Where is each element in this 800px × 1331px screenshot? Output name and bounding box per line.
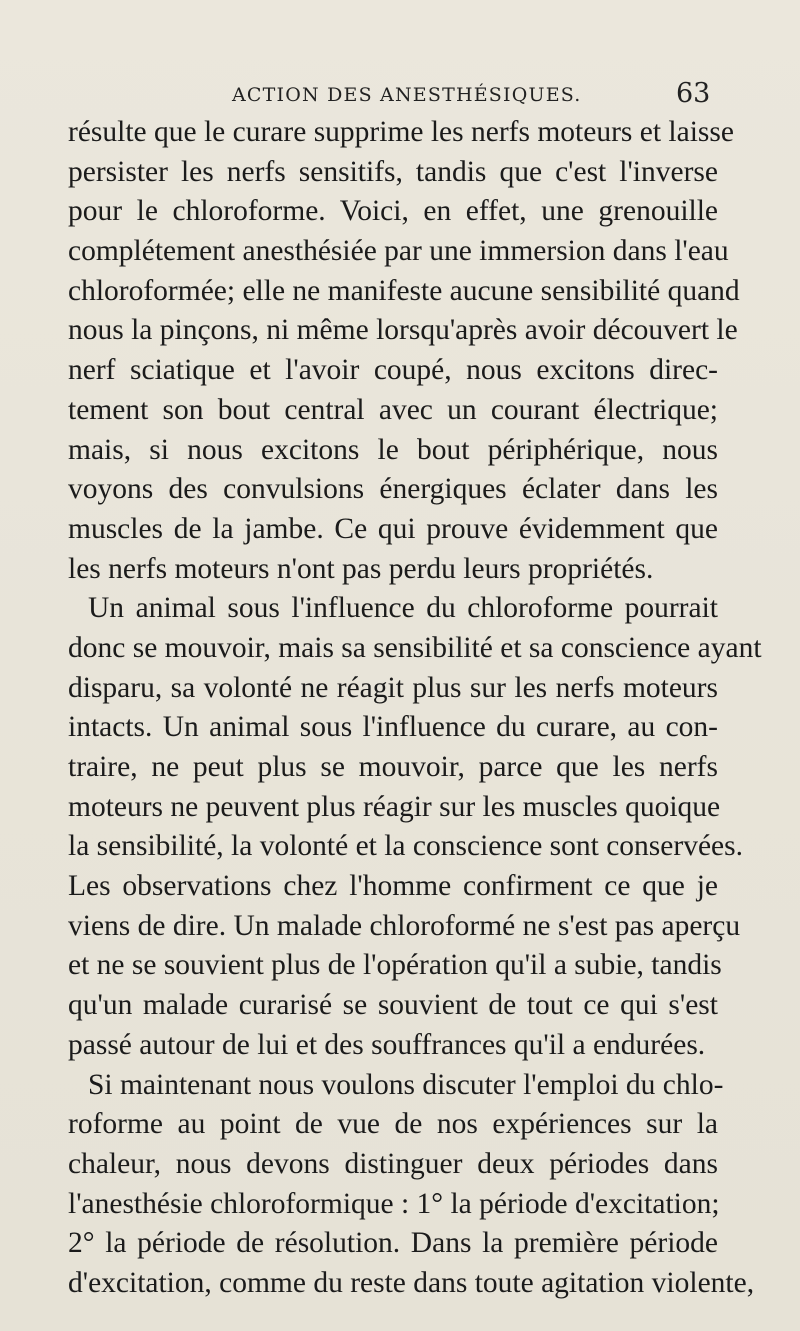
- text-line: d'excitation, comme du reste dans toute agitation violente,: [68, 1266, 755, 1299]
- text-line: l'anesthésie chloroformique : 1° la période d'excitation;: [68, 1187, 720, 1220]
- text-line: traire, ne peut plus se mouvoir, parce que les nerfs: [68, 751, 718, 783]
- text-line: persister les nerfs sensitifs, tandis que c'est l'inverse: [68, 155, 718, 188]
- body-text: [68, 113, 762, 1304]
- text-line: mais, si nous excitons le bout périphérique, nous: [68, 433, 718, 466]
- text-line: intacts. Un animal sous l'influence du curare, au con-: [68, 711, 718, 744]
- page-number: 63: [676, 78, 711, 109]
- text-line: disparu, sa volonté ne réagit plus sur les nerfs moteurs: [68, 671, 718, 704]
- text-line: et ne se souvient plus de l'opération qu'il a subie, tandis: [68, 949, 722, 982]
- text-line: Les observations chez l'homme confirment ce que je: [68, 870, 718, 903]
- text-line: nerf sciatique et l'avoir coupé, nous excitons direc-: [68, 354, 718, 387]
- text-line: moteurs ne peuvent plus réagir sur les muscles quoique: [68, 790, 721, 823]
- text-line: roforme au point de vue de nos expériences sur la: [68, 1108, 718, 1141]
- text-line: tement son bout central avec un courant électrique;: [68, 393, 718, 426]
- text-line: voyons des convulsions énergiques éclater dans les: [68, 473, 718, 506]
- text-line: les nerfs moteurs n'ont pas perdu leurs propriétés.: [68, 552, 654, 585]
- text-line: Si maintenant nous voulons discuter l'emploi du chlo-: [88, 1068, 724, 1101]
- text-line: donc se mouvoir, mais sa sensibilité et sa conscience ayant: [68, 631, 762, 664]
- text-line: la sensibilité, la volonté et la conscience sont conservées.: [68, 830, 743, 863]
- text-line: chloroformée; elle ne manifeste aucune sensibilité quand: [68, 274, 740, 307]
- page-header: [0, 78, 800, 114]
- text-line: résulte que le curare supprime les nerfs moteurs et laisse: [68, 116, 734, 148]
- text-line: chaleur, nous devons distinguer deux périodes dans: [68, 1147, 718, 1180]
- text-line: muscles de la jambe. Ce qui prouve évidemment que: [68, 512, 718, 545]
- text-line: 2° la période de résolution. Dans la première période: [68, 1227, 718, 1260]
- text-line: viens de dire. Un malade chloroformé ne s'est pas aperçu: [68, 909, 741, 942]
- text-line: pour le chloroforme. Voici, en effet, une grenouille: [68, 195, 718, 228]
- text-line: complétement anesthésiée par une immersion dans l'eau: [68, 235, 729, 268]
- text-line: qu'un malade curarisé se souvient de tout ce qui s'est: [68, 989, 718, 1022]
- text-line: nous la pinçons, ni même lorsqu'après avoir découvert le: [68, 314, 738, 347]
- running-head: ACTION DES ANESTHÉSIQUES.: [232, 84, 582, 106]
- text-line: Un animal sous l'influence du chloroforme pourrait: [88, 592, 718, 625]
- text-line: passé autour de lui et des souffrances qu'il a endurées.: [68, 1028, 706, 1061]
